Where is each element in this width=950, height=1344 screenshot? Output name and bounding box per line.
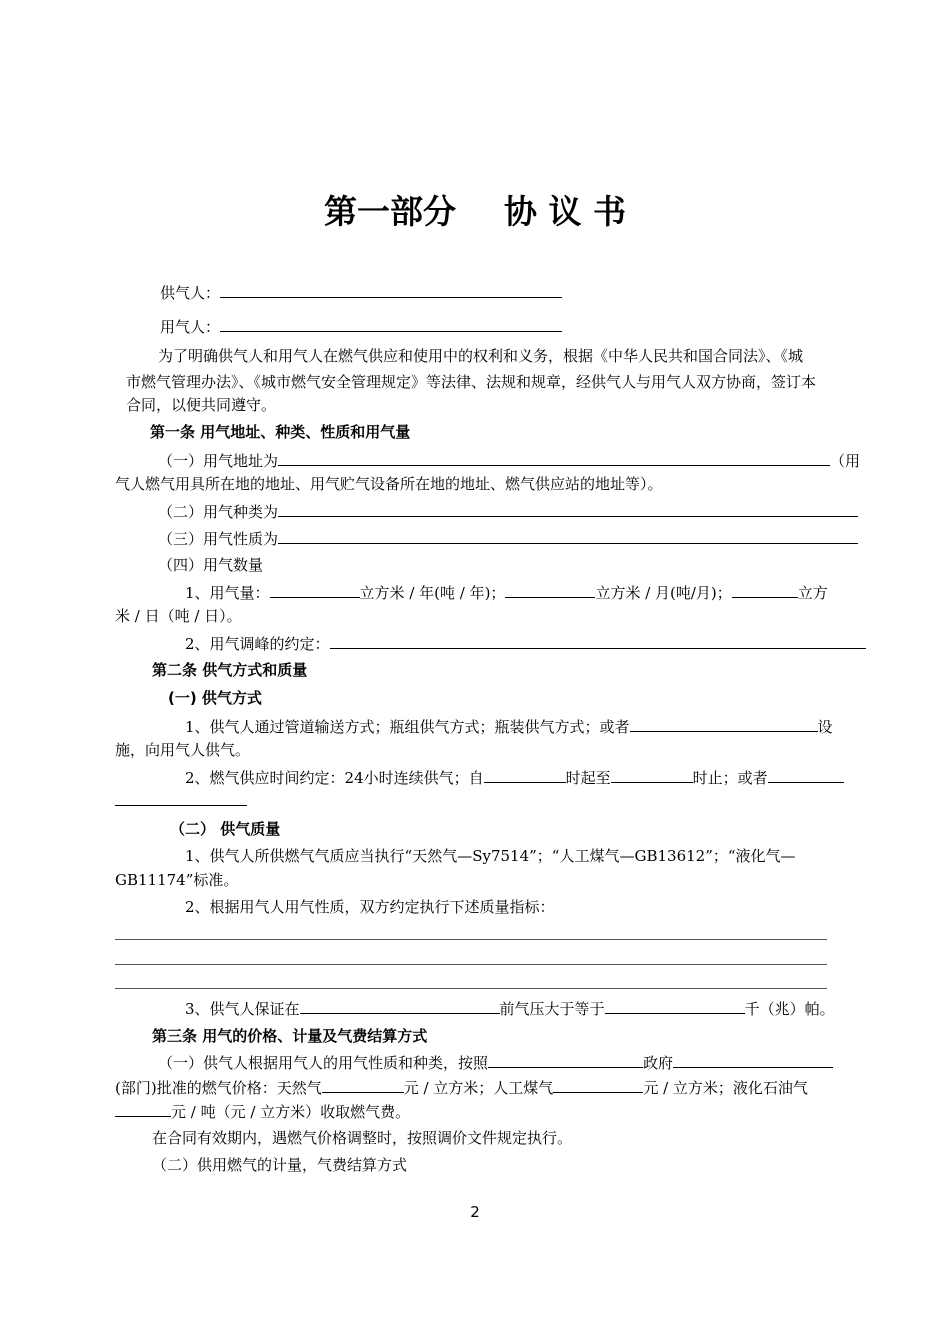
peak-line: [185, 633, 866, 654]
method-text: 1、供气人通过管道输送方式；瓶组供气方式；瓶装供气方式；或者: [185, 718, 630, 736]
price-coal-gas-blank: [553, 1077, 643, 1093]
intro-line-3: 合同，以便共同遵守。: [126, 396, 277, 414]
method-tail: 设: [817, 718, 833, 736]
pressure-text: 3、供气人保证在: [185, 1000, 300, 1018]
qty-label: 1、用气量：: [185, 584, 270, 602]
time-start-blank: [484, 767, 566, 783]
pressure-unit: 千（兆）帕。: [744, 1000, 835, 1018]
title-doc: 协 议 书: [504, 192, 626, 231]
addr-line: [158, 450, 860, 471]
time-or: 时止；或者: [692, 769, 768, 787]
addr-label: （一）用气地址为: [158, 452, 279, 470]
qty-year-blank: [270, 582, 360, 598]
time-mid: 时起至: [565, 769, 611, 787]
supplier-label: 供气人：: [160, 284, 221, 302]
price-basis-blank: [488, 1052, 643, 1068]
metering-heading: （二）供用燃气的计量，气费结算方式: [152, 1156, 408, 1174]
method-blank: [630, 716, 818, 732]
pressure-line: [185, 998, 835, 1019]
quality-line-1: 1、供气人所供燃气气质应当执行“天然气—Sy7514”；“人工煤气—GB13612”；“液化气—: [185, 847, 796, 865]
addr-tail: （用: [830, 452, 861, 470]
price-natural-gas: (部门)批准的燃气价格：天然气: [115, 1079, 322, 1097]
qty-month-blank: [505, 582, 595, 598]
quality-heading: （二） 供气质量: [170, 820, 281, 838]
peak-blank: [330, 633, 866, 649]
article-3-heading: 第三条 用气的价格、计量及气费结算方式: [152, 1027, 428, 1045]
addr-note: 气人燃气用具所在地的地址、用气贮气设备所在地的地址、燃气供应站的地址等）。: [115, 475, 663, 493]
type-label: （二）用气种类为: [158, 503, 279, 521]
nature-blank: [278, 528, 858, 544]
article-1-heading: 第一条 用气地址、种类、性质和用气量: [150, 423, 411, 441]
nature-label: （三）用气性质为: [158, 530, 279, 548]
pressure-value-blank: [605, 998, 745, 1014]
price-line-3: [115, 1101, 410, 1122]
price-natural-gas-blank: [322, 1077, 404, 1093]
quality-blank-2: [115, 964, 827, 965]
time-line-cont: [115, 790, 247, 811]
price-lpg: 元 / 立方米；液化石油气: [643, 1079, 808, 1097]
time-other-blank: [768, 767, 844, 783]
quality-line-1-cont: GB11174”标准。: [115, 871, 239, 889]
quality-blank-3: [115, 988, 827, 989]
user-label: 用气人：: [160, 318, 221, 336]
pressure-location-blank: [300, 998, 500, 1014]
intro-line-1: 为了明确供气人和用气人在燃气供应和使用中的权利和义务，根据《中华人民共和国合同法》、《城: [158, 347, 804, 365]
method-line-1-cont: 施，向用气人供气。: [115, 741, 251, 759]
type-blank: [278, 501, 858, 517]
price-gov-blank: [673, 1052, 833, 1068]
type-line: [158, 501, 858, 522]
qty-line-1-cont: 米 / 日（吨 / 日）。: [115, 607, 242, 625]
price-lpg-blank: [115, 1101, 171, 1117]
time-end-blank: [611, 767, 693, 783]
supply-method-heading: (一) 供气方式: [168, 689, 262, 707]
page-title: [0, 190, 950, 234]
qty-month-unit: 立方米 / 月(吨/月)；: [595, 584, 732, 602]
quality-blank-1: [115, 939, 827, 940]
intro-line-2: 市燃气管理办法》、《城市燃气安全管理规定》等法律、法规和规章，经供气人与用气人双方协商，签订本: [126, 373, 817, 391]
nature-line: [158, 528, 858, 549]
price-coal-gas: 元 / 立方米；人工煤气: [403, 1079, 554, 1097]
price-unit: 元 / 吨（元 / 立方米）收取燃气费。: [171, 1103, 411, 1121]
page-number: 2: [470, 1203, 480, 1221]
pressure-mid: 前气压大于等于: [499, 1000, 605, 1018]
price-line-1: [158, 1052, 833, 1073]
qty-heading: （四）用气数量: [158, 556, 264, 574]
supplier-blank: [220, 282, 562, 298]
addr-blank: [278, 450, 830, 466]
price-adjust-line: 在合同有效期内，遇燃气价格调整时，按照调价文件规定执行。: [152, 1129, 573, 1147]
supplier-line: [160, 282, 562, 303]
qty-year-unit: 立方米 / 年(吨 / 年)；: [359, 584, 506, 602]
price-text: （一）供气人根据用气人的用气性质和种类，按照: [158, 1054, 489, 1072]
qty-day-unit: 立方: [797, 584, 828, 602]
time-line: [185, 767, 844, 788]
price-line-2: [115, 1077, 808, 1098]
qty-day-blank: [732, 582, 798, 598]
article-2-heading: 第二条 供气方式和质量: [152, 661, 308, 679]
price-gov: 政府: [643, 1054, 674, 1072]
user-blank: [220, 316, 562, 332]
title-part: 第一部分: [324, 192, 456, 231]
time-text: 2、燃气供应时间约定：24小时连续供气；自: [185, 769, 484, 787]
method-line-1: [185, 716, 833, 737]
quality-line-2: 2、根据用气人用气性质，双方约定执行下述质量指标：: [185, 898, 555, 916]
time-other-blank-cont: [115, 790, 247, 806]
user-line: [160, 316, 562, 337]
peak-label: 2、用气调峰的约定：: [185, 635, 330, 653]
qty-line-1: [185, 582, 828, 603]
